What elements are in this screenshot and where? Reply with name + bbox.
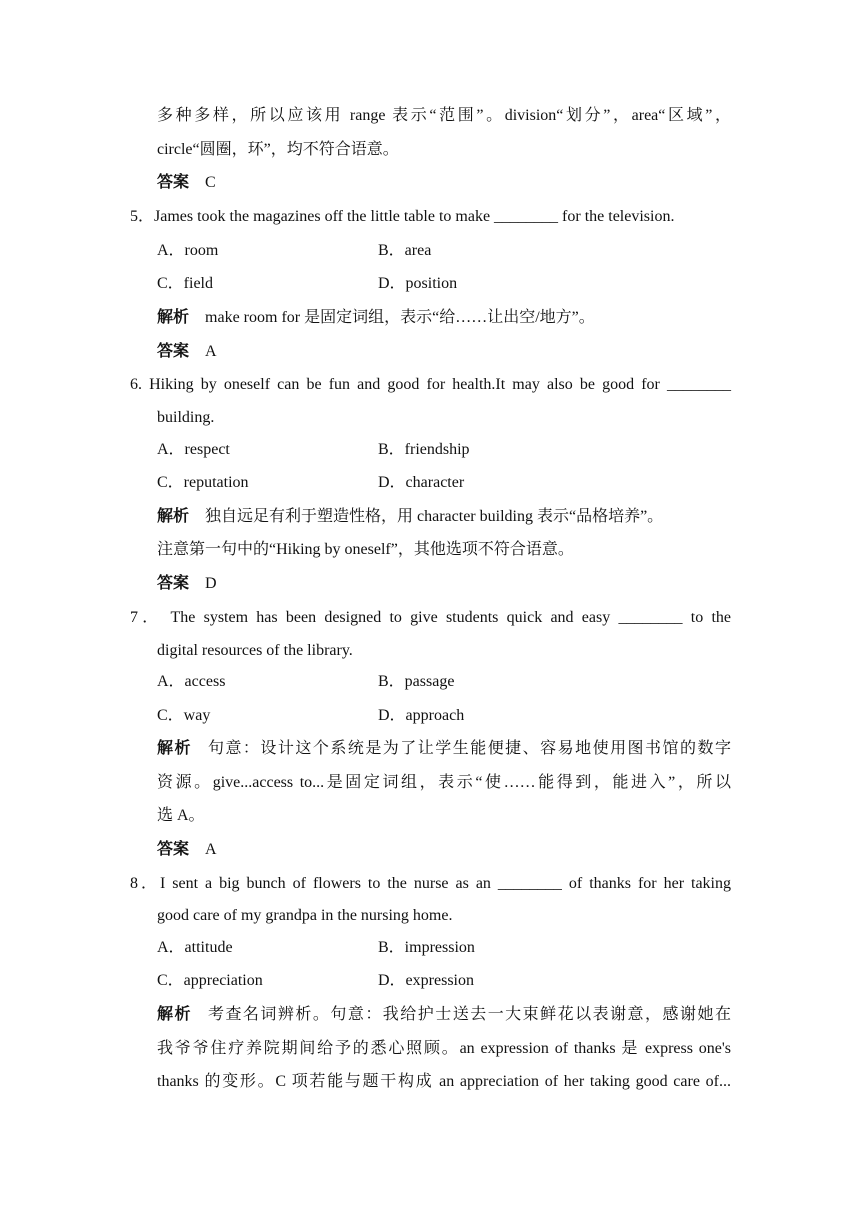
q8-option-b: B．impression xyxy=(378,939,475,956)
q5-option-c: C．field xyxy=(157,275,213,292)
q8-option-d: D．expression xyxy=(378,972,474,989)
q7-option-a: A．access xyxy=(157,673,226,690)
q5-analysis xyxy=(157,308,595,328)
answer-value: A xyxy=(205,841,217,858)
q6-analysis-line-2: 注意第一句中的“Hiking by oneself”，其他选项不符合语意。 xyxy=(157,541,574,558)
intro-answer xyxy=(157,173,216,193)
q7-stem-line-1: 7． The system has been designed to give students quick and easy ________ to the xyxy=(130,609,731,626)
q7-answer xyxy=(157,840,217,860)
q6-option-d: D．character xyxy=(378,474,465,491)
q8-analysis-text-1: 考查名词辨析。句意：我给护士送去一大束鲜花以表谢意，感谢她在 xyxy=(207,1006,731,1023)
analysis-label: 解析 xyxy=(157,508,190,525)
q5-answer xyxy=(157,342,217,362)
q8-option-a: A．attitude xyxy=(157,939,233,956)
q7-analysis xyxy=(157,739,731,759)
analysis-label: 解析 xyxy=(157,1006,192,1023)
q7-analysis-line-2: 资源。give...access to...是固定词组，表示“使……能得到，能进入”，所以 xyxy=(157,774,731,791)
q5-analysis-text: make room for 是固定词组，表示“给……让出空/地方”。 xyxy=(205,309,595,326)
intro-line-2: circle“圆圈，环”，均不符合语意。 xyxy=(157,141,399,158)
answer-label: 答案 xyxy=(157,174,190,191)
answer-label: 答案 xyxy=(157,575,190,592)
q5-stem: 5．James took the magazines off the little table to make ________ for the television. xyxy=(130,208,675,225)
q6-analysis-text-1: 独自远足有利于塑造性格，用 character building 表示“品格培养”。 xyxy=(205,508,664,525)
q5-option-d: D．position xyxy=(378,275,458,292)
q8-stem-line-1: 8．I sent a big bunch of flowers to the nurse as an ________ of thanks for her taking xyxy=(130,875,731,892)
intro-line-1: 多种多样，所以应该用 range 表示“范围”。division“划分”，area“区域”， xyxy=(157,107,731,124)
q6-option-c: C．reputation xyxy=(157,474,249,491)
answer-label: 答案 xyxy=(157,841,190,858)
answer-value: A xyxy=(205,343,217,360)
q7-option-c: C．way xyxy=(157,707,211,724)
q6-analysis xyxy=(157,507,663,527)
q7-option-b: B．passage xyxy=(378,673,455,690)
q6-stem-line-1: 6. Hiking by oneself can be fun and good for health.It may also be good for ________ xyxy=(130,376,731,393)
q5-option-a: A．room xyxy=(157,242,219,259)
q8-option-c: C．appreciation xyxy=(157,972,263,989)
q6-option-b: B．friendship xyxy=(378,441,470,458)
q6-stem-line-2: building. xyxy=(157,409,215,426)
q8-stem-line-2: good care of my grandpa in the nursing home. xyxy=(157,907,453,924)
q7-option-d: D．approach xyxy=(378,707,465,724)
answer-label: 答案 xyxy=(157,343,190,360)
q6-option-a: A．respect xyxy=(157,441,230,458)
q8-analysis-line-3: thanks 的变形。C 项若能与题干构成 an appreciation of her taking good care of... xyxy=(157,1073,731,1090)
analysis-label: 解析 xyxy=(157,740,192,757)
analysis-label: 解析 xyxy=(157,309,190,326)
answer-value: D xyxy=(205,575,217,592)
q6-answer xyxy=(157,574,217,594)
q8-analysis xyxy=(157,1005,731,1025)
answer-value: C xyxy=(205,174,216,191)
q7-analysis-line-3: 选 A。 xyxy=(157,807,205,824)
q5-option-b: B．area xyxy=(378,242,432,259)
q7-analysis-text-1: 句意：设计这个系统是为了让学生能便捷、容易地使用图书馆的数字 xyxy=(207,740,731,757)
q7-stem-line-2: digital resources of the library. xyxy=(157,642,353,659)
q8-analysis-line-2: 我爷爷住疗养院期间给予的悉心照顾。an expression of thanks 是 express one's xyxy=(157,1040,731,1057)
